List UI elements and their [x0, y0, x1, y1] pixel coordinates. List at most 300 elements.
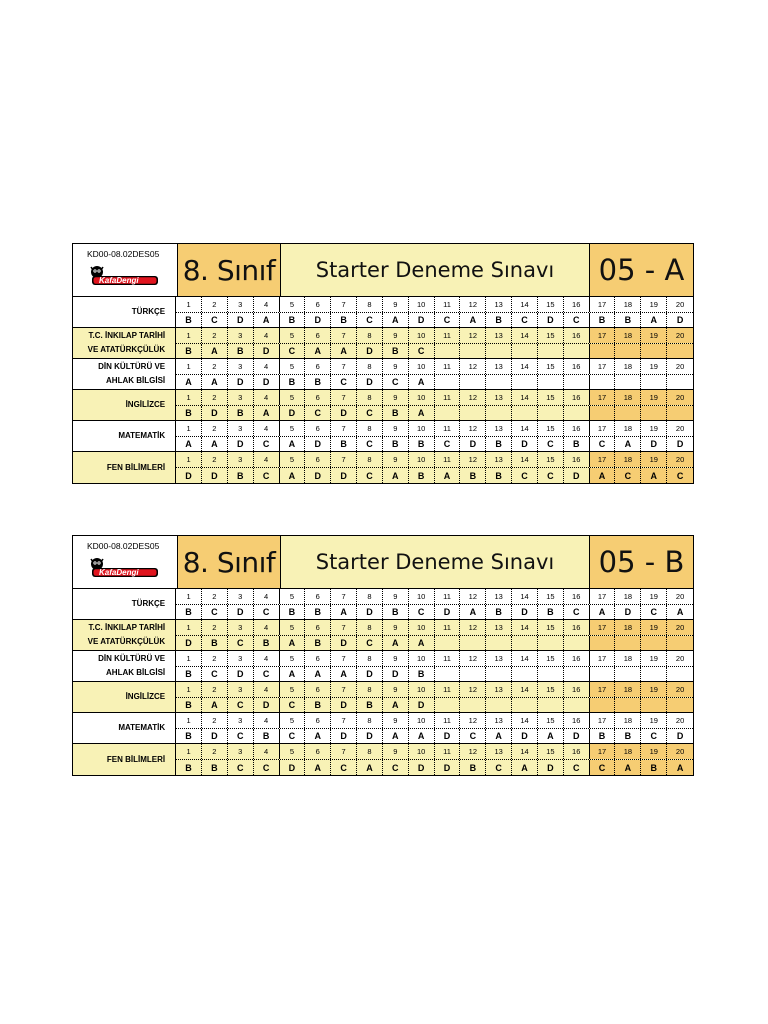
question-number: 19	[641, 421, 667, 436]
subject-name-line1: MATEMATİK	[118, 431, 166, 440]
answer-key-sheet	[72, 535, 694, 776]
logo-text: KafaDengi	[99, 568, 139, 577]
question-number: 4	[254, 682, 280, 697]
answer-cell: B	[486, 313, 512, 328]
subject-name	[73, 620, 176, 650]
question-number: 12	[460, 297, 486, 312]
answer-cell	[641, 375, 667, 390]
subject-name	[73, 297, 176, 327]
answer-cell	[615, 667, 641, 682]
answer-cell	[667, 667, 693, 682]
question-number: 20	[667, 297, 693, 312]
answer-cell: A	[254, 313, 280, 328]
answer-cell	[460, 698, 486, 713]
answer-grid	[176, 328, 693, 358]
question-number: 9	[383, 421, 409, 436]
subject-section	[73, 589, 693, 620]
question-number: 17	[590, 713, 616, 728]
question-number: 7	[331, 744, 357, 759]
answer-cell: D	[357, 344, 383, 359]
question-number: 10	[409, 452, 435, 467]
answer-cell	[435, 344, 461, 359]
question-number: 16	[564, 620, 590, 635]
question-number: 8	[357, 328, 383, 343]
answer-cell	[667, 698, 693, 713]
question-number: 17	[590, 682, 616, 697]
answer-cell	[641, 406, 667, 421]
answer-cell: D	[512, 605, 538, 620]
question-number: 18	[615, 452, 641, 467]
answer-cell: B	[383, 406, 409, 421]
answer-cell: B	[305, 636, 331, 651]
question-number: 17	[590, 297, 616, 312]
question-number-row	[176, 421, 693, 437]
answer-cell: A	[486, 729, 512, 744]
answer-cell	[564, 636, 590, 651]
question-number: 8	[357, 390, 383, 405]
answer-row	[176, 605, 693, 620]
question-number: 4	[254, 328, 280, 343]
answer-cell: C	[512, 313, 538, 328]
question-number: 8	[357, 589, 383, 604]
question-number: 7	[331, 297, 357, 312]
answer-cell: A	[202, 344, 228, 359]
answer-cell	[538, 375, 564, 390]
answer-cell: B	[615, 729, 641, 744]
question-number: 3	[228, 744, 254, 759]
subject-name-line1: TÜRKÇE	[131, 599, 166, 608]
question-number: 1	[176, 651, 202, 666]
question-number: 10	[409, 359, 435, 374]
question-number: 5	[280, 744, 306, 759]
answer-cell: A	[512, 760, 538, 775]
answer-cell: D	[254, 344, 280, 359]
subject-name-line1: FEN BİLİMLERİ	[106, 462, 166, 472]
question-number: 19	[641, 744, 667, 759]
answer-cell	[590, 344, 616, 359]
question-number: 5	[280, 713, 306, 728]
answer-cell: D	[460, 437, 486, 452]
subject-name	[73, 589, 176, 619]
answer-cell: C	[435, 437, 461, 452]
answer-cell	[435, 406, 461, 421]
question-number: 19	[641, 452, 667, 467]
question-number: 8	[357, 651, 383, 666]
answer-cell	[538, 698, 564, 713]
answer-cell: D	[331, 698, 357, 713]
answer-cell: C	[357, 468, 383, 483]
question-number: 16	[564, 452, 590, 467]
question-number: 11	[435, 713, 461, 728]
subject-name-line1: T.C. İNKILAP TARİHİ	[88, 331, 166, 340]
question-number: 13	[486, 589, 512, 604]
question-number: 15	[538, 651, 564, 666]
answer-cell	[590, 636, 616, 651]
question-number: 8	[357, 359, 383, 374]
answer-cell	[538, 344, 564, 359]
answer-cell: D	[202, 468, 228, 483]
question-number: 16	[564, 328, 590, 343]
question-number: 16	[564, 359, 590, 374]
question-number: 11	[435, 620, 461, 635]
answer-cell: B	[383, 344, 409, 359]
answer-cell: D	[667, 437, 693, 452]
answer-grid	[176, 620, 693, 650]
answer-cell: A	[383, 698, 409, 713]
subject-name-line2: VE ATATÜRKÇÜLÜK	[87, 637, 166, 646]
question-number: 12	[460, 620, 486, 635]
answer-cell: A	[202, 698, 228, 713]
question-number: 13	[486, 452, 512, 467]
question-number: 19	[641, 713, 667, 728]
question-number: 11	[435, 589, 461, 604]
question-number: 8	[357, 713, 383, 728]
question-number: 18	[615, 328, 641, 343]
answer-cell: D	[667, 729, 693, 744]
answer-cell: A	[305, 760, 331, 775]
answer-row	[176, 437, 693, 452]
question-number: 17	[590, 421, 616, 436]
question-number: 15	[538, 390, 564, 405]
question-number: 2	[202, 359, 228, 374]
subject-name-line1: DİN KÜLTÜRÜ VE	[98, 654, 166, 663]
question-number: 10	[409, 651, 435, 666]
answer-key-sheet	[72, 243, 694, 484]
question-number: 15	[538, 744, 564, 759]
answer-cell: C	[254, 667, 280, 682]
answer-cell: C	[331, 375, 357, 390]
answer-cell: A	[409, 406, 435, 421]
answer-cell: D	[228, 605, 254, 620]
answer-cell: C	[305, 406, 331, 421]
subject-name-line1: MATEMATİK	[118, 723, 166, 732]
question-number: 12	[460, 390, 486, 405]
question-number: 14	[512, 651, 538, 666]
question-number: 11	[435, 682, 461, 697]
question-number: 2	[202, 651, 228, 666]
question-number: 17	[590, 328, 616, 343]
question-number: 3	[228, 390, 254, 405]
subject-name	[73, 390, 176, 420]
subject-name	[73, 713, 176, 743]
answer-grid	[176, 744, 693, 775]
question-number: 17	[590, 589, 616, 604]
question-number: 8	[357, 297, 383, 312]
question-number: 1	[176, 390, 202, 405]
question-number: 9	[383, 744, 409, 759]
question-number: 15	[538, 452, 564, 467]
question-number-row	[176, 328, 693, 344]
answer-cell: B	[590, 313, 616, 328]
question-number: 20	[667, 328, 693, 343]
answer-cell: D	[228, 313, 254, 328]
answer-cell	[615, 344, 641, 359]
answer-cell	[486, 667, 512, 682]
question-number: 13	[486, 328, 512, 343]
question-number: 5	[280, 682, 306, 697]
answer-cell: A	[641, 468, 667, 483]
question-number: 7	[331, 359, 357, 374]
answer-cell: C	[460, 729, 486, 744]
question-number: 8	[357, 620, 383, 635]
answer-cell: D	[357, 667, 383, 682]
subject-name-line2: AHLAK BİLGİSİ	[106, 376, 166, 385]
question-number: 7	[331, 589, 357, 604]
question-number: 17	[590, 359, 616, 374]
question-number: 12	[460, 421, 486, 436]
answer-cell: C	[615, 468, 641, 483]
answer-cell: C	[383, 760, 409, 775]
answer-cell: D	[254, 375, 280, 390]
answer-row	[176, 667, 693, 682]
answer-cell: C	[202, 605, 228, 620]
question-number: 18	[615, 589, 641, 604]
logo-cell	[73, 536, 178, 588]
question-number: 18	[615, 390, 641, 405]
question-number-row	[176, 359, 693, 375]
answer-cell	[615, 375, 641, 390]
answer-cell: C	[228, 698, 254, 713]
answer-cell	[460, 406, 486, 421]
question-number: 5	[280, 452, 306, 467]
question-number: 4	[254, 620, 280, 635]
question-number: 5	[280, 297, 306, 312]
answer-cell: D	[202, 729, 228, 744]
answer-cell	[564, 344, 590, 359]
question-number: 20	[667, 359, 693, 374]
subject-section	[73, 297, 693, 328]
answer-grid	[176, 682, 693, 712]
question-number: 13	[486, 651, 512, 666]
answer-row	[176, 375, 693, 390]
question-number: 3	[228, 620, 254, 635]
question-number: 18	[615, 359, 641, 374]
question-number: 18	[615, 651, 641, 666]
answer-cell: D	[228, 375, 254, 390]
answer-cell: C	[357, 406, 383, 421]
answer-cell	[641, 636, 667, 651]
question-number: 1	[176, 589, 202, 604]
question-number: 3	[228, 651, 254, 666]
answer-cell: A	[305, 729, 331, 744]
question-number: 4	[254, 589, 280, 604]
answer-cell: D	[176, 636, 202, 651]
answer-cell: B	[305, 375, 331, 390]
question-number: 4	[254, 713, 280, 728]
answer-cell: C	[228, 729, 254, 744]
answer-cell: D	[357, 605, 383, 620]
question-number: 8	[357, 682, 383, 697]
answer-cell: C	[409, 344, 435, 359]
answer-cell: A	[409, 636, 435, 651]
question-number: 14	[512, 328, 538, 343]
answer-cell: B	[409, 437, 435, 452]
answer-cell: D	[564, 729, 590, 744]
question-number: 3	[228, 452, 254, 467]
answer-cell	[564, 375, 590, 390]
answer-cell: A	[383, 313, 409, 328]
answer-cell: D	[409, 313, 435, 328]
answer-cell: B	[409, 468, 435, 483]
question-number: 7	[331, 682, 357, 697]
question-number: 10	[409, 328, 435, 343]
answer-cell: C	[538, 468, 564, 483]
question-number: 9	[383, 452, 409, 467]
answer-cell: B	[202, 636, 228, 651]
question-number: 17	[590, 452, 616, 467]
answer-cell	[512, 636, 538, 651]
question-number: 4	[254, 452, 280, 467]
answer-cell: B	[383, 437, 409, 452]
question-number: 4	[254, 744, 280, 759]
question-number: 6	[305, 390, 331, 405]
answer-cell: A	[538, 729, 564, 744]
question-number: 14	[512, 390, 538, 405]
question-number: 17	[590, 390, 616, 405]
question-number: 15	[538, 421, 564, 436]
answer-cell: C	[357, 437, 383, 452]
question-number: 20	[667, 713, 693, 728]
answer-cell: C	[280, 698, 306, 713]
question-number: 20	[667, 651, 693, 666]
subject-section	[73, 744, 693, 775]
answer-cell: D	[228, 437, 254, 452]
question-number: 1	[176, 421, 202, 436]
answer-cell: D	[409, 760, 435, 775]
answer-cell: A	[383, 468, 409, 483]
question-number: 17	[590, 651, 616, 666]
question-number: 14	[512, 744, 538, 759]
answer-cell: A	[202, 375, 228, 390]
subject-name	[73, 328, 176, 358]
answer-cell	[615, 406, 641, 421]
question-number: 3	[228, 421, 254, 436]
question-number: 7	[331, 713, 357, 728]
document-code: KD00-08.02DES05	[87, 541, 160, 551]
subject-name-line1: TÜRKÇE	[131, 307, 166, 316]
question-number: 7	[331, 452, 357, 467]
answer-grid	[176, 390, 693, 420]
question-number: 5	[280, 359, 306, 374]
answer-cell: D	[331, 406, 357, 421]
question-number: 18	[615, 744, 641, 759]
answer-cell: A	[409, 729, 435, 744]
question-number: 20	[667, 390, 693, 405]
question-number: 6	[305, 744, 331, 759]
question-number: 13	[486, 359, 512, 374]
answer-cell: B	[176, 406, 202, 421]
subject-name	[73, 452, 176, 483]
question-number: 3	[228, 297, 254, 312]
question-number: 20	[667, 452, 693, 467]
answer-cell: D	[564, 468, 590, 483]
answer-cell	[667, 406, 693, 421]
logo-text: KafaDengi	[99, 276, 139, 285]
question-number: 20	[667, 682, 693, 697]
question-number: 12	[460, 589, 486, 604]
answer-cell: A	[331, 667, 357, 682]
answer-cell: C	[228, 760, 254, 775]
question-number: 16	[564, 421, 590, 436]
question-number: 16	[564, 589, 590, 604]
answer-cell: B	[228, 344, 254, 359]
answer-cell	[460, 344, 486, 359]
answer-cell	[590, 375, 616, 390]
answer-cell: D	[280, 406, 306, 421]
question-number: 6	[305, 359, 331, 374]
answer-cell: C	[357, 636, 383, 651]
question-number: 9	[383, 297, 409, 312]
question-number: 4	[254, 651, 280, 666]
question-number: 9	[383, 651, 409, 666]
answer-cell	[486, 698, 512, 713]
answer-cell: D	[383, 667, 409, 682]
question-number: 2	[202, 452, 228, 467]
answer-cell: C	[409, 605, 435, 620]
question-number: 7	[331, 328, 357, 343]
question-number-row	[176, 682, 693, 698]
subject-name	[73, 651, 176, 681]
answer-cell: A	[667, 760, 693, 775]
question-number: 2	[202, 589, 228, 604]
question-number: 10	[409, 421, 435, 436]
question-number-row	[176, 620, 693, 636]
answer-cell: B	[641, 760, 667, 775]
exam-title: Starter Deneme Sınavı	[281, 536, 590, 588]
answer-cell	[667, 344, 693, 359]
answer-cell: B	[176, 760, 202, 775]
question-number: 15	[538, 589, 564, 604]
subject-name	[73, 682, 176, 712]
sheet-header	[73, 244, 693, 297]
question-number: 19	[641, 682, 667, 697]
question-number: 10	[409, 589, 435, 604]
question-number: 1	[176, 452, 202, 467]
question-number: 7	[331, 651, 357, 666]
answer-cell: B	[280, 313, 306, 328]
answer-cell: D	[641, 437, 667, 452]
answer-grid	[176, 452, 693, 483]
question-number: 3	[228, 682, 254, 697]
answer-cell: C	[590, 437, 616, 452]
question-number: 20	[667, 620, 693, 635]
question-number: 11	[435, 390, 461, 405]
question-number: 9	[383, 589, 409, 604]
answer-cell: C	[564, 605, 590, 620]
question-number: 13	[486, 682, 512, 697]
question-number: 13	[486, 744, 512, 759]
question-number: 19	[641, 620, 667, 635]
answer-cell: C	[590, 760, 616, 775]
subject-section	[73, 359, 693, 390]
answer-cell	[641, 698, 667, 713]
question-number: 14	[512, 297, 538, 312]
answer-cell: B	[254, 636, 280, 651]
answer-cell: A	[409, 375, 435, 390]
question-number-row	[176, 651, 693, 667]
answer-cell: A	[590, 468, 616, 483]
answer-cell: C	[641, 729, 667, 744]
question-number: 11	[435, 359, 461, 374]
answer-cell: C	[357, 313, 383, 328]
answer-cell: C	[331, 760, 357, 775]
question-number: 2	[202, 620, 228, 635]
answer-cell	[435, 698, 461, 713]
subject-section	[73, 620, 693, 651]
answer-cell: C	[254, 437, 280, 452]
answer-cell: D	[512, 729, 538, 744]
answer-row	[176, 468, 693, 483]
